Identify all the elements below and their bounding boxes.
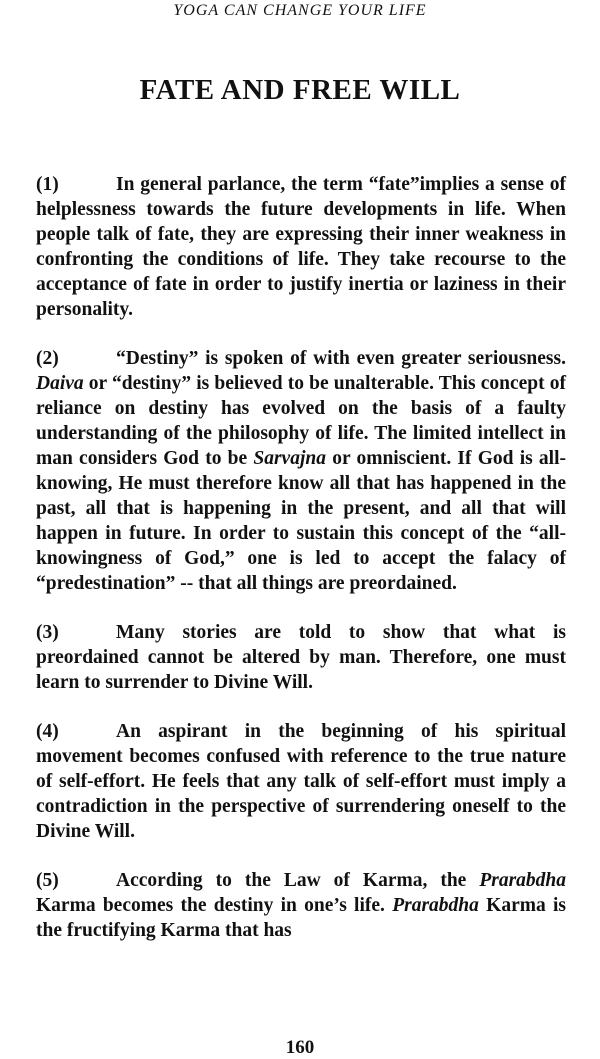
italic-term: Sarvajna	[253, 448, 326, 469]
paragraph-text: An aspirant in the beginning of his spiritual movement becomes confused with reference to the true nature of self-effort. He feels that any talk of self-effort must imply a contradiction in the perspective of surrendering oneself to the Divine Will.	[36, 721, 566, 842]
paragraph-text: Many stories are told to show that what is preordained cannot be altered by man. Therefore, one must learn to surrender to Divine Will.	[36, 622, 566, 693]
page-number: 160	[285, 1037, 315, 1058]
paragraph-text: Karma is the fructifying Karma that has	[36, 895, 566, 941]
paragraph-1	[36, 172, 566, 322]
paragraph-number: (1)	[36, 174, 59, 195]
paragraph-text: According to the Law of Karma, the	[116, 870, 480, 891]
paragraph-3	[36, 620, 566, 695]
paragraph-text: or “destiny” is believed to be unalterable. This concept of reliance on destiny has evolved on the basis of a faulty understanding of the philosophy of life. The limited intellect in man considers God to be	[36, 373, 566, 469]
italic-term: Prarabdha	[479, 870, 566, 891]
paragraph-2	[36, 346, 566, 596]
italic-term: Prarabdha	[392, 895, 479, 916]
chapter-title: FATE AND FREE WILL	[139, 74, 461, 106]
paragraph-text: In general parlance, the term “fate”implies a sense of helplessness towards the future developments in life. When people talk of fate, they are expressing their inner weakness in confronting the conditions of life. They take recourse to the acceptance of fate in order to justify inertia or laziness in their personality.	[36, 174, 566, 320]
paragraph-number: (3)	[36, 622, 59, 643]
paragraph-text: Karma becomes the destiny in one’s life.	[36, 895, 393, 916]
italic-term: Daiva	[36, 373, 84, 394]
paragraph-number: (2)	[36, 348, 59, 369]
paragraph-text: or omniscient. If God is all-knowing, He must therefore know all that has happened in the past, all that is happening in the present, and all that will happen in future. In order to sustain this concept of the “all-knowingness of God,” one is led to accept the falacy of “predestination” -- that all things are preordained.	[36, 448, 566, 594]
paragraph-5	[36, 868, 566, 943]
paragraph-4	[36, 719, 566, 844]
paragraph-number: (4)	[36, 721, 59, 742]
body-text	[36, 172, 566, 967]
paragraph-text: “Destiny” is spoken of with even greater seriousness.	[116, 348, 566, 369]
paragraph-number: (5)	[36, 870, 59, 891]
running-head: YOGA CAN CHANGE YOUR LIFE	[173, 2, 427, 19]
